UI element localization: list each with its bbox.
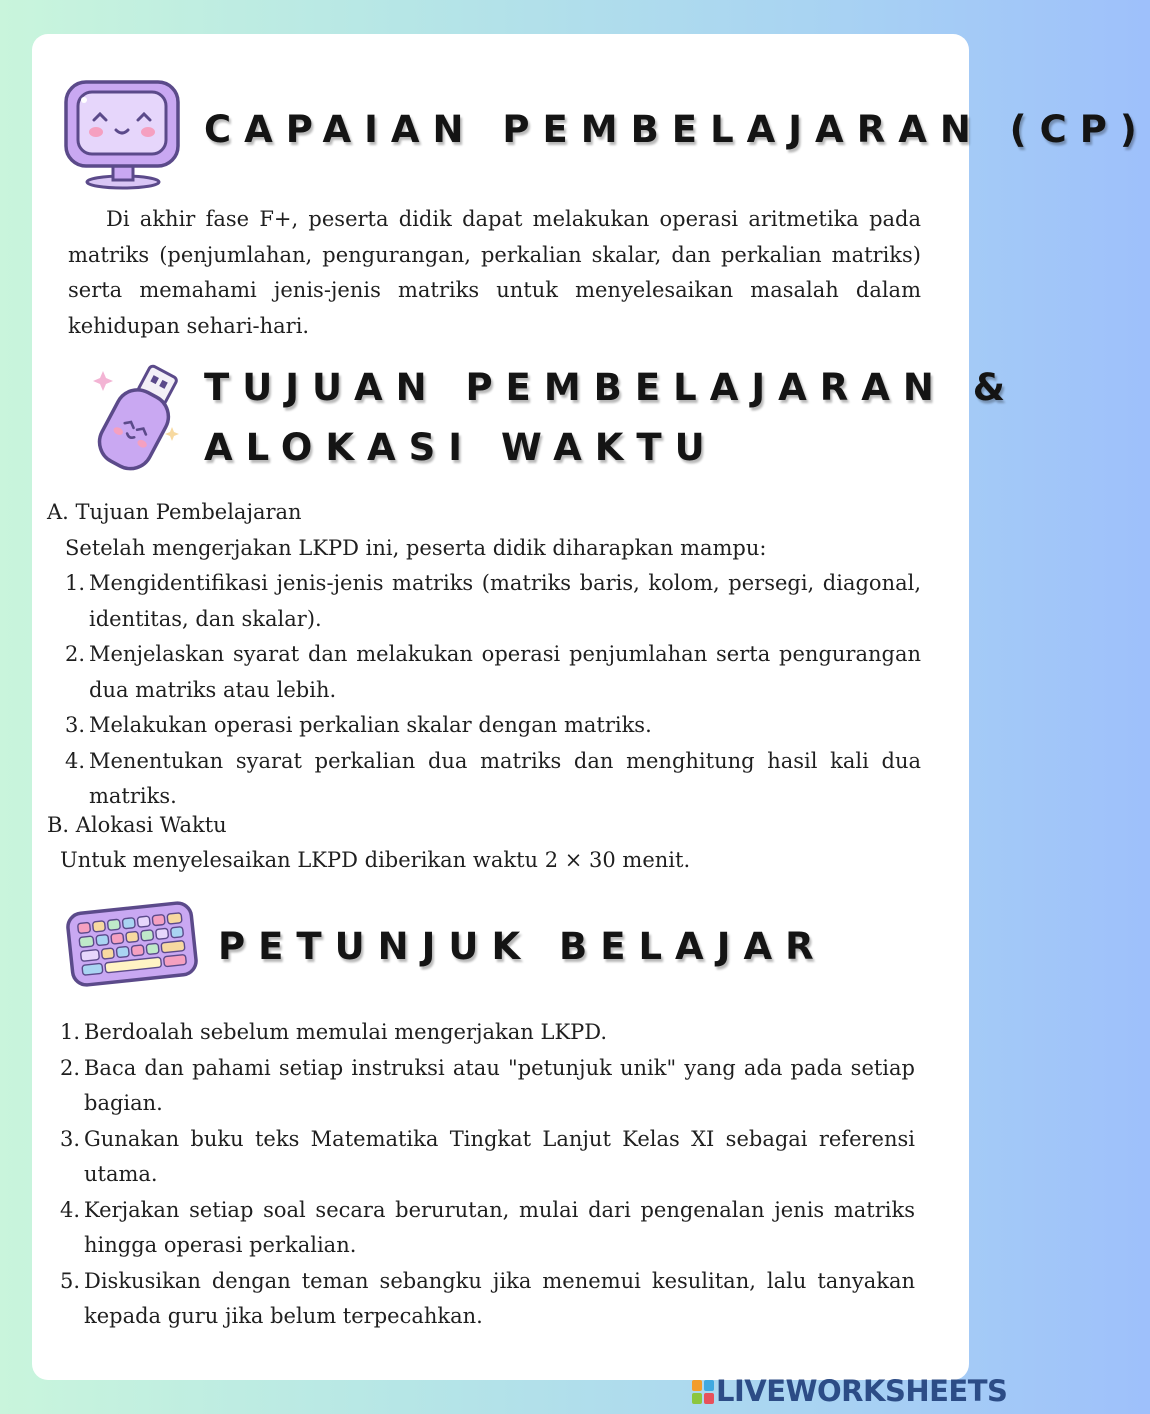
- tujuan-intro: Setelah mengerjakan LKPD ini, peserta didik diharapkan mampu:: [65, 536, 767, 560]
- list-text: Melakukan operasi perkalian skalar dengan matriks.: [89, 713, 652, 737]
- liveworksheets-logo[interactable]: [692, 1374, 1007, 1411]
- alokasi-waktu-text: Untuk menyelesaikan LKPD diberikan waktu 2 × 30 menit.: [60, 848, 691, 872]
- petunjuk-heading: PETUNJUK BELAJAR: [218, 925, 827, 968]
- list-number: 5.: [60, 1268, 81, 1293]
- tujuan-heading-line2: ALOKASI WAKTU: [204, 426, 718, 469]
- list-number: 2.: [65, 642, 86, 666]
- list-text: Kerjakan setiap soal secara berurutan, mulai dari pengenalan jenis matriks hingga operasi perkalian.: [84, 1197, 915, 1257]
- list-number: 1.: [65, 571, 86, 595]
- section-a-heading: A. Tujuan Pembelajaran: [47, 500, 302, 524]
- list-text: Berdoalah sebelum memulai mengerjakan LKPD.: [84, 1020, 608, 1044]
- list-number: 4.: [60, 1197, 81, 1222]
- petunjuk-list: [60, 1015, 915, 1335]
- cp-paragraph: Di akhir fase F+, peserta didik dapat melakukan operasi aritmetika pada matriks (penjumlahan, pengurangan, perkalian skalar, dan perkalian matriks) serta memahami jenis-jenis matriks untuk menyelesaikan masalah dalam kehidupan sehari-hari.: [68, 207, 921, 338]
- list-item: [65, 708, 921, 744]
- list-item: [60, 1051, 915, 1122]
- cp-heading: CAPAIAN PEMBELAJARAN (CP): [204, 108, 1150, 151]
- list-item: [60, 1015, 915, 1051]
- list-item: [60, 1193, 915, 1264]
- liveworksheets-logo-icon: [692, 1377, 714, 1411]
- list-text: Baca dan pahami setiap instruksi atau "petunjuk unik" yang ada pada setiap bagian.: [84, 1055, 915, 1115]
- liveworksheets-brand-text: LIVEWORKSHEETS: [716, 1374, 1008, 1408]
- list-text: Mengidentifikasi jenis-jenis matriks (matriks baris, kolom, persegi, diagonal, identitas, dan skalar).: [89, 571, 921, 631]
- list-number: 2.: [60, 1055, 81, 1080]
- list-number: 3.: [65, 713, 86, 737]
- list-text: Gunakan buku teks Matematika Tingkat Lanjut Kelas XI sebagai referensi utama.: [84, 1126, 915, 1186]
- usb-drive-icon: [90, 364, 186, 480]
- list-item: [65, 744, 921, 815]
- tujuan-list: [65, 566, 921, 815]
- section-b-heading: B. Alokasi Waktu: [47, 813, 227, 837]
- list-item: [60, 1122, 915, 1193]
- list-text: Menjelaskan syarat dan melakukan operasi penjumlahan serta pengurangan dua matriks atau lebih.: [89, 642, 921, 702]
- list-number: 3.: [60, 1126, 81, 1151]
- tujuan-heading-line1: TUJUAN PEMBELAJARAN &: [204, 366, 1018, 409]
- list-item: [60, 1264, 915, 1335]
- computer-monitor-icon: [60, 78, 186, 194]
- keyboard-icon: [64, 898, 200, 994]
- list-text: Diskusikan dengan teman sebangku jika menemui kesulitan, lalu tanyakan kepada guru jika belum terpecahkan.: [84, 1268, 915, 1328]
- list-item: [65, 637, 921, 708]
- list-number: 1.: [60, 1020, 81, 1044]
- list-text: Menentukan syarat perkalian dua matriks dan menghitung hasil kali dua matriks.: [89, 748, 921, 808]
- list-item: [65, 566, 921, 637]
- tujuan-heading: [204, 358, 1018, 478]
- list-number: 4.: [65, 748, 86, 773]
